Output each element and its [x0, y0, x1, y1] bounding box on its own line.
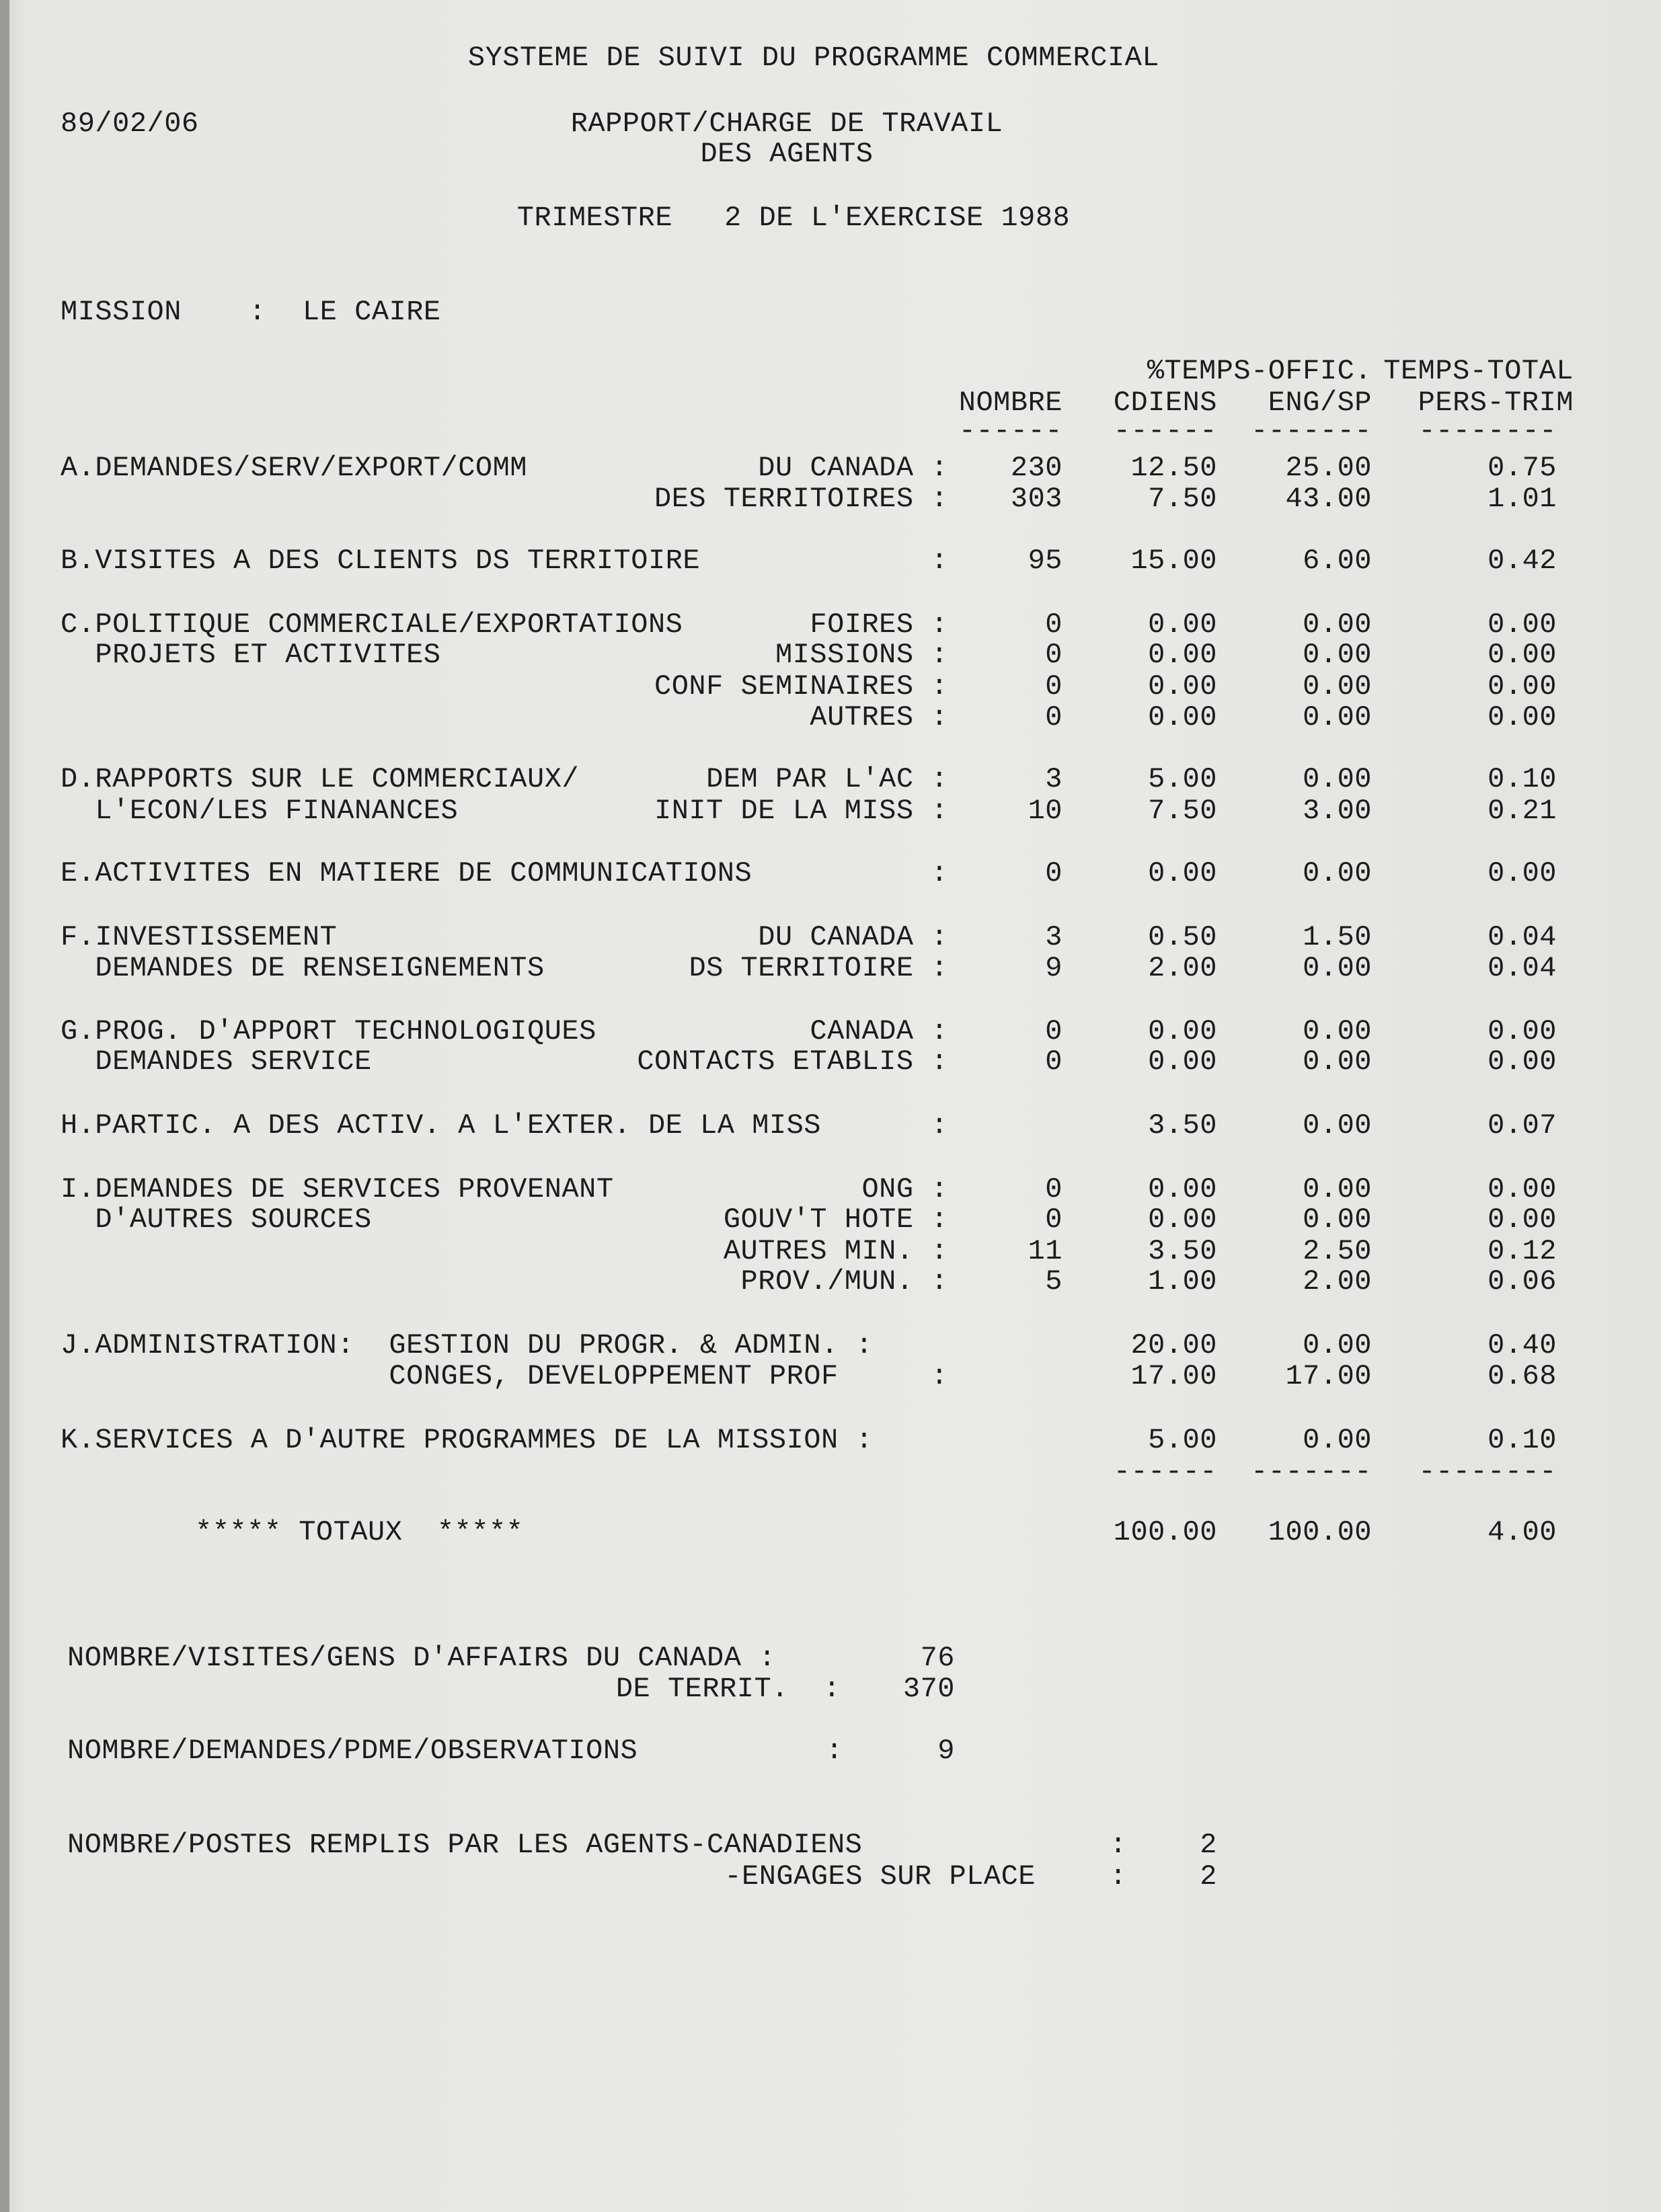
row-label: CONGES, DEVELOPPEMENT PROF [61, 1360, 839, 1392]
row-eng-sp: 0.00 [1303, 1203, 1372, 1236]
row-cdiens: 5.00 [1148, 1424, 1217, 1456]
row-pers-trim: 0.04 [1488, 921, 1557, 953]
row-eng-sp: 0.00 [1303, 1045, 1372, 1078]
row-nombre: 0 [1045, 1173, 1063, 1206]
row-sublabel: : [931, 1109, 948, 1142]
row-label: I.DEMANDES DE SERVICES PROVENANT [61, 1173, 614, 1206]
row-eng-sp: 0.00 [1303, 608, 1372, 641]
row-nombre: 9 [1045, 952, 1063, 984]
row-sublabel: DU CANADA : [758, 921, 948, 953]
row-sublabel: MISSIONS : [775, 639, 948, 671]
row-eng-sp: 0.00 [1303, 670, 1372, 703]
row-pers-trim: 0.00 [1488, 701, 1557, 734]
row-eng-sp: 0.00 [1303, 1329, 1372, 1361]
postes-canadiens-value: 2 [1200, 1829, 1217, 1861]
row-cdiens: 0.00 [1148, 857, 1217, 890]
row-pers-trim: 0.00 [1488, 1203, 1557, 1236]
row-label: K.SERVICES A D'AUTRE PROGRAMMES DE LA MISSION : [61, 1424, 874, 1456]
row-cdiens: 17.00 [1130, 1360, 1217, 1392]
row-cdiens: 0.00 [1148, 1045, 1217, 1078]
totals-rule-cdiens: ------ [1113, 1456, 1217, 1488]
row-eng-sp: 0.00 [1303, 952, 1372, 984]
row-pers-trim: 0.42 [1488, 545, 1557, 577]
row-pers-trim: 0.68 [1488, 1360, 1557, 1392]
row-label: DEMANDES SERVICE [61, 1045, 372, 1078]
scan-edge [0, 0, 9, 2212]
row-label: E.ACTIVITES EN MATIERE DE COMMUNICATIONS [61, 857, 752, 890]
row-nombre: 3 [1045, 763, 1063, 795]
postes-separator-1: : [1110, 1829, 1127, 1861]
row-nombre: 10 [1028, 795, 1063, 827]
row-nombre: 0 [1045, 857, 1063, 890]
report-period: TRIMESTRE 2 DE L'EXERCISE 1988 [516, 202, 1071, 234]
row-nombre: 0 [1045, 639, 1063, 671]
row-cdiens: 20.00 [1130, 1329, 1217, 1361]
row-pers-trim: 0.00 [1488, 857, 1557, 890]
row-sublabel: AUTRES MIN. : [723, 1235, 948, 1267]
row-cdiens: 0.50 [1148, 921, 1217, 953]
row-eng-sp: 3.00 [1303, 795, 1372, 827]
column-rule-eng: ------- [1251, 415, 1372, 447]
row-sublabel: CONTACTS ETABLIS : [637, 1045, 948, 1078]
row-sublabel: CANADA : [810, 1015, 948, 1048]
mission-value: LE CAIRE [303, 296, 441, 328]
totals-rule-eng: ------- [1251, 1456, 1372, 1488]
report-title-line1: RAPPORT/CHARGE DE TRAVAIL [570, 108, 1003, 140]
row-pers-trim: 0.12 [1488, 1235, 1557, 1267]
row-pers-trim: 0.00 [1488, 1173, 1557, 1206]
row-eng-sp: 0.00 [1303, 1015, 1372, 1048]
row-eng-sp: 2.00 [1303, 1265, 1372, 1298]
row-nombre: 0 [1045, 1045, 1063, 1078]
row-eng-sp: 43.00 [1285, 483, 1372, 515]
row-cdiens: 7.50 [1148, 483, 1217, 515]
row-eng-sp: 2.50 [1303, 1235, 1372, 1267]
column-rule-pers: -------- [1418, 415, 1557, 447]
row-sublabel: : [931, 545, 948, 577]
row-nombre: 95 [1028, 545, 1063, 577]
column-header-pers-trim: PERS-TRIM [1418, 387, 1574, 419]
row-label: G.PROG. D'APPORT TECHNOLOGIQUES [61, 1015, 596, 1048]
row-pers-trim: 0.00 [1488, 639, 1557, 671]
row-pers-trim: 0.07 [1488, 1109, 1557, 1142]
totals-pers: 4.00 [1488, 1516, 1557, 1548]
row-label: J.ADMINISTRATION: GESTION DU PROGR. & ADMIN. : [61, 1329, 874, 1361]
totals-rule-pers: -------- [1418, 1456, 1557, 1488]
row-sublabel: : [931, 857, 948, 890]
report-title-line2: DES AGENTS [700, 138, 874, 170]
row-label: A.DEMANDES/SERV/EXPORT/COMM [61, 452, 528, 484]
row-eng-sp: 0.00 [1303, 1109, 1372, 1142]
row-cdiens: 1.00 [1148, 1265, 1217, 1298]
row-pers-trim: 0.04 [1488, 952, 1557, 984]
totals-label: ***** TOTAUX ***** [195, 1516, 524, 1548]
totals-cdiens: 100.00 [1113, 1516, 1217, 1548]
column-rule-nombre: ------ [958, 415, 1063, 447]
pdme-label: NOMBRE/DEMANDES/PDME/OBSERVATIONS [67, 1735, 638, 1767]
postes-place-value: 2 [1200, 1860, 1217, 1893]
row-label: D'AUTRES SOURCES [61, 1203, 372, 1236]
row-nombre: 0 [1045, 701, 1063, 734]
postes-separator-2: : [1110, 1860, 1127, 1893]
row-sublabel: DU CANADA : [758, 452, 948, 484]
row-cdiens: 0.00 [1148, 1173, 1217, 1206]
row-sublabel: DS TERRITOIRE : [689, 952, 948, 984]
row-nombre: 11 [1028, 1235, 1063, 1267]
row-pers-trim: 0.00 [1488, 1015, 1557, 1048]
row-eng-sp: 0.00 [1303, 701, 1372, 734]
row-sublabel: PROV./MUN. : [740, 1265, 948, 1298]
row-sublabel: DEM PAR L'AC : [706, 763, 948, 795]
row-eng-sp: 0.00 [1303, 763, 1372, 795]
row-cdiens: 3.50 [1148, 1109, 1217, 1142]
row-cdiens: 0.00 [1148, 670, 1217, 703]
column-header-cdiens: CDIENS [1113, 387, 1217, 419]
row-label: PROJETS ET ACTIVITES [61, 639, 441, 671]
row-pers-trim: 0.10 [1488, 763, 1557, 795]
row-label: C.POLITIQUE COMMERCIALE/EXPORTATIONS [61, 608, 683, 641]
row-eng-sp: 0.00 [1303, 1424, 1372, 1456]
row-label: D.RAPPORTS SUR LE COMMERCIAUX/ [61, 763, 580, 795]
row-cdiens: 5.00 [1148, 763, 1217, 795]
row-pers-trim: 1.01 [1488, 483, 1557, 515]
totals-eng: 100.00 [1268, 1516, 1372, 1548]
row-cdiens: 0.00 [1148, 1015, 1217, 1048]
row-pers-trim: 0.06 [1488, 1265, 1557, 1298]
row-cdiens: 0.00 [1148, 639, 1217, 671]
column-header-nombre: NOMBRE [958, 387, 1063, 419]
row-nombre: 230 [1010, 452, 1063, 484]
postes-label: NOMBRE/POSTES REMPLIS PAR LES AGENTS-CANADIENS [67, 1829, 863, 1861]
row-cdiens: 7.50 [1148, 795, 1217, 827]
visits-territ-value: 370 [902, 1673, 955, 1705]
row-pers-trim: 0.21 [1488, 795, 1557, 827]
row-nombre: 3 [1045, 921, 1063, 953]
column-group-header-1: %TEMPS-OFFIC. [1147, 355, 1372, 387]
row-nombre: 0 [1045, 670, 1063, 703]
row-sublabel: CONF SEMINAIRES : [654, 670, 948, 703]
pdme-value: 9 [937, 1735, 955, 1767]
row-cdiens: 0.00 [1148, 701, 1217, 734]
row-pers-trim: 0.00 [1488, 608, 1557, 641]
column-header-eng-sp: ENG/SP [1268, 387, 1372, 419]
postes-place-label: -ENGAGES SUR PLACE [724, 1860, 1036, 1893]
row-sublabel: AUTRES : [810, 701, 948, 734]
visits-label: NOMBRE/VISITES/GENS D'AFFAIRS DU CANADA : [67, 1642, 776, 1674]
row-eng-sp: 25.00 [1285, 452, 1372, 484]
system-title: SYSTEME DE SUIVI DU PROGRAMME COMMERCIAL [467, 42, 1160, 74]
column-rule-cdiens: ------ [1113, 415, 1217, 447]
row-sublabel: GOUV'T HOTE : [723, 1203, 948, 1236]
row-cdiens: 12.50 [1130, 452, 1217, 484]
row-pers-trim: 0.00 [1488, 1045, 1557, 1078]
mission-separator: : [249, 296, 266, 328]
row-sublabel: : [931, 1360, 948, 1392]
row-label: DEMANDES DE RENSEIGNEMENTS [61, 952, 545, 984]
row-sublabel: INIT DE LA MISS : [654, 795, 948, 827]
row-nombre: 303 [1010, 483, 1063, 515]
row-pers-trim: 0.10 [1488, 1424, 1557, 1456]
row-label: B.VISITES A DES CLIENTS DS TERRITOIRE [61, 545, 701, 577]
row-sublabel: DES TERRITOIRES : [654, 483, 948, 515]
row-eng-sp: 0.00 [1303, 857, 1372, 890]
column-group-header-2: TEMPS-TOTAL [1383, 355, 1574, 387]
row-pers-trim: 0.40 [1488, 1329, 1557, 1361]
visits-canada-value: 76 [920, 1642, 955, 1674]
row-eng-sp: 0.00 [1303, 639, 1372, 671]
row-label: L'ECON/LES FINANANCES [61, 795, 459, 827]
row-eng-sp: 6.00 [1303, 545, 1372, 577]
row-label: F.INVESTISSEMENT [61, 921, 338, 953]
row-cdiens: 2.00 [1148, 952, 1217, 984]
row-nombre: 0 [1045, 1015, 1063, 1048]
row-cdiens: 15.00 [1130, 545, 1217, 577]
pdme-separator: : [826, 1735, 843, 1767]
row-cdiens: 3.50 [1148, 1235, 1217, 1267]
row-label: H.PARTIC. A DES ACTIV. A L'EXTER. DE LA MISS [61, 1109, 821, 1142]
row-pers-trim: 0.00 [1488, 670, 1557, 703]
row-eng-sp: 17.00 [1285, 1360, 1372, 1392]
row-nombre: 0 [1045, 1203, 1063, 1236]
row-sublabel: ONG : [861, 1173, 948, 1206]
row-nombre: 0 [1045, 608, 1063, 641]
row-eng-sp: 0.00 [1303, 1173, 1372, 1206]
mission-label: MISSION [61, 296, 182, 328]
row-sublabel: FOIRES : [810, 608, 948, 641]
row-cdiens: 0.00 [1148, 608, 1217, 641]
row-pers-trim: 0.75 [1488, 452, 1557, 484]
report-date: 89/02/06 [61, 108, 199, 140]
row-cdiens: 0.00 [1148, 1203, 1217, 1236]
row-eng-sp: 1.50 [1303, 921, 1372, 953]
visits-territ-label: DE TERRIT. : [615, 1673, 841, 1705]
row-nombre: 5 [1045, 1265, 1063, 1298]
